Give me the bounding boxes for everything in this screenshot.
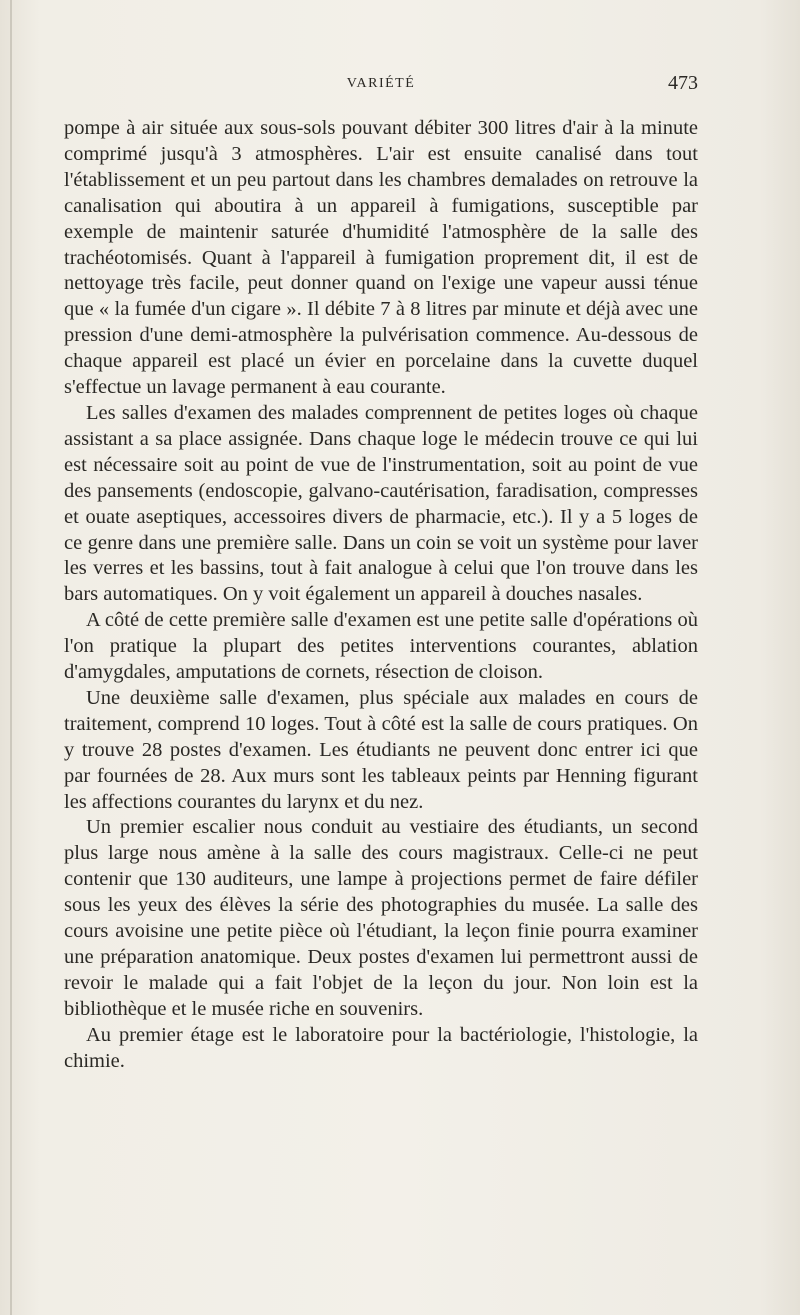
page-number: 473 — [668, 72, 698, 94]
page-binding-edge — [10, 0, 12, 1315]
page-header — [64, 72, 698, 100]
paragraph-5: Un premier escalier nous conduit au vestiaire des étudiants, un second plus large nous amène à la salle des cours magistraux. Celle-ci ne peut contenir que 130 auditeurs, une lampe à projections permet de faire défiler sous les yeux des élèves la série des photographies du musée. La salle des cours avoisine une petite pièce où l'étudiant, la leçon finie pourra examiner une préparation anatomique. Deux postes d'examen lui permettront aussi de revoir le malade qui a fait l'objet de la leçon du jour. Non loin est la bibliothèque et le musée riche en souvenirs. — [64, 816, 698, 1020]
paragraph-2: Les salles d'examen des malades comprennent de petites loges où chaque assistant a sa place assignée. Dans chaque loge le médecin trouve ce qui lui est nécessaire soit au point de vue de l'instrumentation, soit au point de vue des pansements (endoscopie, galvano-cautérisation, faradisation, compresses et ouate aseptiques, accessoires divers de pharmacie, etc.). Il y a 5 loges de ce genre dans une première salle. Dans un coin se voit un système pour laver les verres et les bassins, tout à fait analogue à celui que l'on trouve dans les bars automatiques. On y voit également un appareil à douches nasales. — [64, 401, 698, 606]
body-text — [64, 116, 698, 1075]
paragraph-3: A côté de cette première salle d'examen est une petite salle d'opérations où l'on pratique la plupart des petites interventions courantes, ablation d'amygdales, amputations de cornets, résection de cloison. — [64, 609, 698, 684]
paragraph-4: Une deuxième salle d'examen, plus spéciale aux malades en cours de traitement, comprend 10 loges. Tout à côté est la salle de cours pratiques. On y trouve 28 postes d'examen. Les étudiants ne peuvent donc entrer ici que par fournées de 28. Aux murs sont les tableaux peints par Henning figurant les affections courantes du larynx et du nez. — [64, 686, 698, 813]
paragraph-6: Au premier étage est le laboratoire pour la bactériologie, l'histologie, la chimie. — [64, 1023, 698, 1072]
paragraph-1: pompe à air située aux sous-sols pouvant débiter 300 litres d'air à la minute comprimé jusqu'à 3 atmosphères. L'air est ensuite canalisé dans tout l'établissement et un peu partout dans les chambres demalades on retrouve la canalisation qui aboutira à un appareil à fumigations, susceptible par exemple de maintenir saturée d'humidité l'atmosphère de la salle des trachéotomisés. Quant à l'appareil à fumigation proprement dit, il est de nettoyage très facile, peut donner quand on l'exige une vapeur aussi ténue que « la fumée d'un cigare ». Il débite 7 à 8 litres par minute et déjà avec une pression d'une demi-atmosphère la pulvérisation commence. Au-dessous de chaque appareil est placé un évier en porcelaine dans la cuvette duquel s'effectue un lavage permanent à eau courante. — [64, 117, 698, 399]
running-title: VARIÉTÉ — [346, 76, 416, 91]
